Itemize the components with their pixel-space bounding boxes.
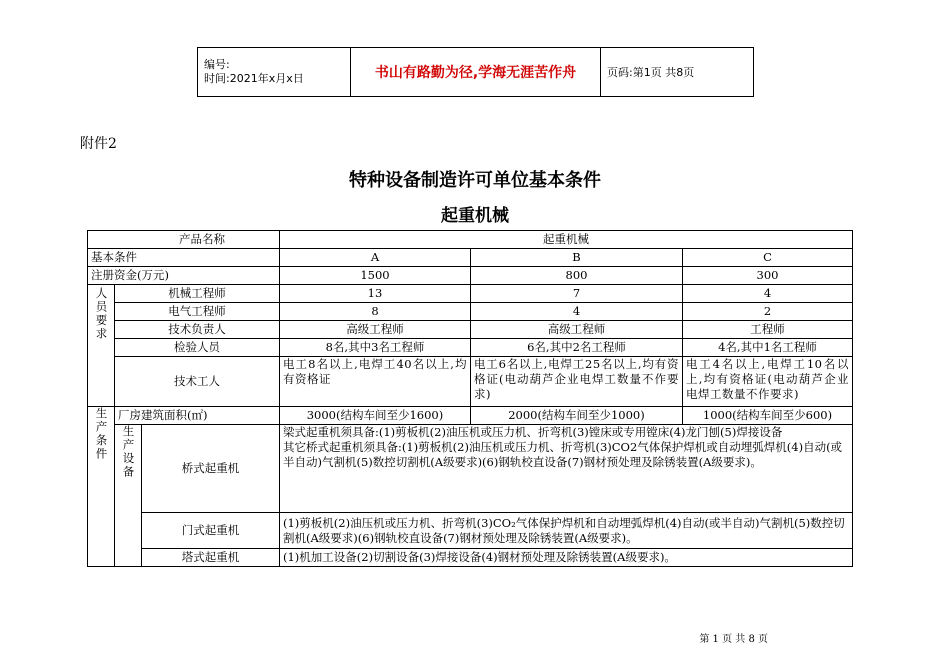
number-label: 编号: [204, 58, 230, 71]
factory-area-label: 厂房建筑面积(㎡) [115, 407, 280, 425]
personnel-group [88, 285, 115, 407]
product-name-value: 起重机械 [280, 231, 853, 249]
equipment-text: (1)剪板机(2)油压机或压力机、折弯机(3)CO₂气体保护焊机和自动埋弧焊机(4)自动(或半自动)气割机(5)数控切割机(A级要求)(6)钢轨校直设备(7)钢材预处理及除锈装置(A级要求)。 [280, 513, 853, 549]
grade-a: A [280, 249, 471, 267]
personnel-group-label: 人员要求 [94, 287, 109, 341]
table-row [88, 339, 853, 357]
annex-label: 附件2 [80, 136, 117, 152]
table-row [88, 249, 853, 267]
row-label: 技术负责人 [115, 321, 280, 339]
conditions-table [87, 230, 853, 567]
table-row [88, 285, 853, 303]
motto: 书山有路勤为径,学海无涯苦作舟 [351, 48, 601, 97]
row-label: 技术工人 [115, 357, 280, 407]
table-cell: 8名,其中3名工程师 [280, 339, 471, 357]
table-cell: 1500 [280, 267, 471, 285]
equipment-group-label: 生产设备 [121, 425, 136, 479]
registered-capital-label: 注册资金(万元) [88, 267, 280, 285]
row-label: 机械工程师 [115, 285, 280, 303]
table-cell: 电工6名以上,电焊工25名以上,均有资格证(电动葫芦企业电焊工数量不作要求) [471, 357, 683, 407]
table-cell: 2 [683, 303, 853, 321]
table-cell: 高级工程师 [280, 321, 471, 339]
page-label: 页码:第1页 共8页 [601, 48, 754, 97]
table-cell: 7 [471, 285, 683, 303]
table-cell: 3000(结构车间至少1600) [280, 407, 471, 425]
table-row [88, 303, 853, 321]
row-label: 门式起重机 [142, 513, 280, 549]
row-label: 塔式起重机 [142, 549, 280, 567]
table-cell: 4 [683, 285, 853, 303]
time-label: 时间:2021年x月x日 [204, 72, 304, 85]
production-group [88, 407, 115, 567]
table-row [88, 231, 853, 249]
basic-conditions-label: 基本条件 [88, 249, 280, 267]
table-cell: 8 [280, 303, 471, 321]
table-cell: 1000(结构车间至少600) [683, 407, 853, 425]
table-row [88, 357, 853, 407]
equipment-group [115, 425, 142, 567]
row-label: 检验人员 [115, 339, 280, 357]
table-cell: 2000(结构车间至少1000) [471, 407, 683, 425]
table-row [88, 425, 853, 513]
page-header [197, 47, 754, 97]
table-cell: 13 [280, 285, 471, 303]
table-cell: 6名,其中2名工程师 [471, 339, 683, 357]
document-subtitle: 起重机械 [441, 206, 509, 226]
table-row [88, 549, 853, 567]
row-label: 桥式起重机 [142, 425, 280, 513]
table-row [88, 513, 853, 549]
grade-b: B [471, 249, 683, 267]
table-cell: 高级工程师 [471, 321, 683, 339]
equipment-text: 梁式起重机须具备:(1)剪板机(2)油压机或压力机、折弯机(3)镗床或专用镗床(4)龙门刨(5)焊接设备 其它桥式起重机须具备:(1)剪板机(2)油压机或压力机、折弯机(3)CO2气体保护焊机或自动埋弧焊机(4)自动(或半自动)气割机(5)数控切割机(A级要求)(6)钢轨校直设备(7)钢材预处理及除锈装置(A级要求)。 [280, 425, 853, 513]
page-footer: 第 1 页 共 8 页 [699, 634, 768, 645]
table-cell: 工程师 [683, 321, 853, 339]
product-name-label: 产品名称 [88, 231, 280, 249]
table-cell: 800 [471, 267, 683, 285]
table-row [88, 267, 853, 285]
grade-c: C [683, 249, 853, 267]
header-left [198, 48, 351, 97]
table-cell: 300 [683, 267, 853, 285]
table-cell: 电工4名以上,电焊工10名以上,均有资格证(电动葫芦企业电焊工数量不作要求) [683, 357, 853, 407]
table-row [88, 407, 853, 425]
row-label: 电气工程师 [115, 303, 280, 321]
table-cell: 4名,其中1名工程师 [683, 339, 853, 357]
table-row [88, 321, 853, 339]
production-group-label: 生产条件 [94, 407, 109, 461]
table-cell: 4 [471, 303, 683, 321]
document-title: 特种设备制造许可单位基本条件 [349, 170, 601, 191]
table-cell: 电工8名以上,电焊工40名以上,均有资格证 [280, 357, 471, 407]
equipment-text: (1)机加工设备(2)切割设备(3)焊接设备(4)钢材预处理及除锈装置(A级要求)。 [280, 549, 853, 567]
